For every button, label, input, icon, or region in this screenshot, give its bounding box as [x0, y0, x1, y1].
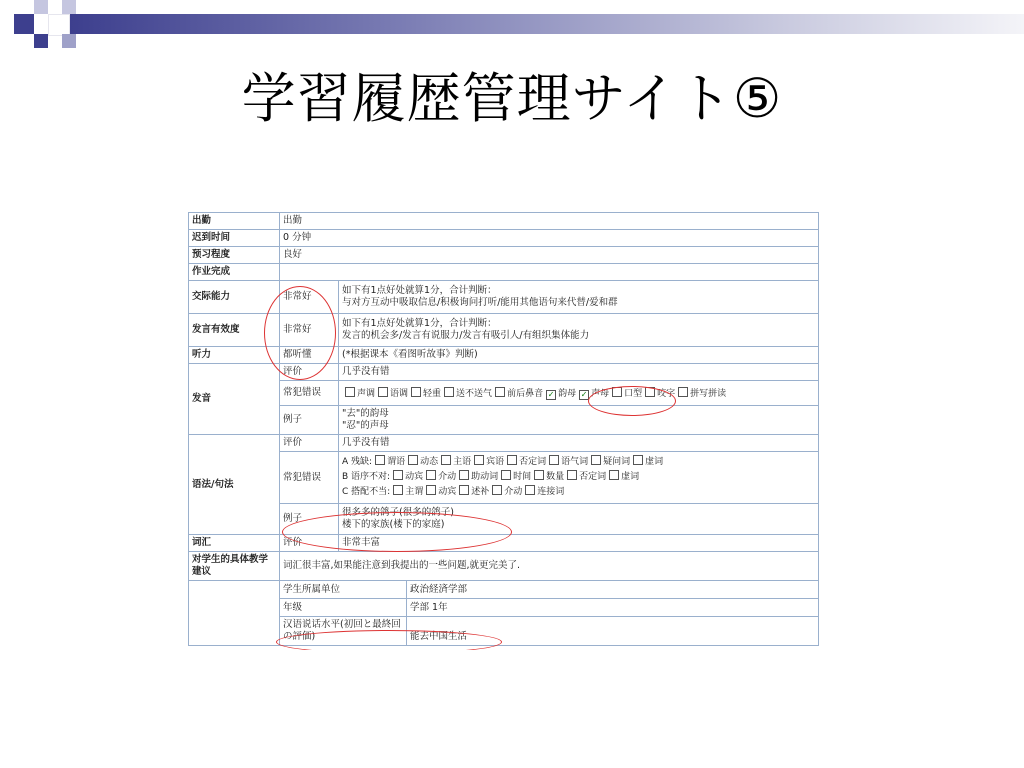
table-row [189, 230, 819, 247]
row-value: 非常好 [280, 281, 339, 314]
checkbox[interactable] [393, 485, 403, 495]
checkbox[interactable] [492, 485, 502, 495]
table-row [189, 452, 819, 504]
checkbox[interactable] [411, 387, 421, 397]
checkbox[interactable] [534, 470, 544, 480]
sub-value: 非常丰富 [339, 535, 819, 552]
checkbox-label: 数量 [546, 472, 565, 482]
checkbox-label: 动宾 [405, 472, 424, 482]
checkbox[interactable] [474, 455, 484, 465]
table-row [189, 381, 819, 406]
row-label: 预习程度 [189, 247, 280, 264]
deco-square [48, 14, 70, 36]
checkbox[interactable] [591, 455, 601, 465]
checkbox[interactable] [678, 387, 688, 397]
checkbox-label: 否定词 [579, 472, 607, 482]
checkbox[interactable] [507, 455, 517, 465]
deco-square [62, 0, 76, 14]
checkbox-label: 语调 [390, 388, 409, 399]
sub-value [339, 504, 819, 535]
table-row [189, 435, 819, 452]
checkbox-label: 时间 [513, 472, 532, 482]
table-row [189, 281, 819, 314]
row-prefix: B 语序不对: [342, 472, 391, 482]
checkbox-label: 声母 [591, 388, 610, 399]
example-line: "忍"的声母 [342, 420, 389, 431]
row-prefix: C 搭配不当: [342, 487, 391, 497]
deco-square [14, 14, 34, 34]
note-line: 发言的机会多/发言有说服力/发言有吸引人/有组织集体能力 [342, 330, 590, 341]
table-row [189, 314, 819, 347]
checkbox[interactable] [444, 387, 454, 397]
table-row [189, 617, 819, 646]
sub-label: 例子 [280, 504, 339, 535]
table-row [189, 406, 819, 435]
checkbox-label: 疑问词 [603, 457, 631, 467]
checkbox-label: 轻重 [423, 388, 442, 399]
row-label: 出勤 [189, 213, 280, 230]
sub-label: 常犯错误 [280, 452, 339, 504]
sub-value: 几乎没有错 [339, 435, 819, 452]
row-label: 发言有效度 [189, 314, 280, 347]
checkbox-label: 宾语 [486, 457, 505, 467]
row-value: 0 分钟 [280, 230, 819, 247]
row-label: 迟到时间 [189, 230, 280, 247]
header-gradient-bar [70, 14, 1024, 34]
table-row [189, 364, 819, 381]
row-note: (*根据课本《看图听故事》判断) [339, 347, 819, 364]
checkbox[interactable] [441, 455, 451, 465]
checkbox-label: 声调 [357, 388, 376, 399]
row-value: 词汇很丰富,如果能注意到我提出的一些问题,就更完美了. [280, 552, 819, 581]
checkbox[interactable] [525, 485, 535, 495]
example-line: 很多多的鸽子(很多的鸽子) [342, 507, 454, 518]
checkbox[interactable] [645, 387, 655, 397]
checkbox-label: 口型 [624, 388, 643, 399]
error-checkbox-list [339, 452, 819, 504]
checkbox-label: 韵母 [558, 388, 577, 399]
checkbox-label: 否定词 [519, 457, 547, 467]
sub-value: 能去中国生活 [407, 617, 819, 646]
sub-label: 汉语说话水平(初回と最終回の評価) [280, 617, 407, 646]
checkbox-label: 介动 [504, 487, 523, 497]
checkbox-label: 助动词 [471, 472, 499, 482]
row-label: 对学生的具体教学建议 [189, 552, 280, 581]
sub-label: 常犯错误 [280, 381, 339, 406]
slide-title: 学習履歴管理サイト⑤ [241, 67, 783, 130]
header-band [0, 0, 1024, 60]
table-row [189, 347, 819, 364]
table-row [189, 535, 819, 552]
example-line: 楼下的家族(楼下的家庭) [342, 519, 445, 530]
checkbox-label: 动宾 [438, 487, 457, 497]
checkbox-checked[interactable]: ✓ [580, 389, 588, 399]
learning-record-table [188, 212, 819, 646]
row-value [280, 264, 819, 281]
checkbox-label: 送不送气 [456, 388, 493, 399]
checkbox[interactable] [501, 470, 511, 480]
row-value: 都听懂 [280, 347, 339, 364]
sub-label: 评价 [280, 435, 339, 452]
learning-record-screenshot [188, 212, 819, 650]
row-label: 语法/句法 [189, 435, 280, 535]
checkbox[interactable] [459, 470, 469, 480]
note-line: 如下有1点好处就算1分，合计判断： [342, 318, 497, 329]
checkbox[interactable] [345, 387, 355, 397]
checkbox-row-a [342, 455, 815, 470]
error-checkbox-list [339, 381, 819, 406]
table-row [189, 552, 819, 581]
row-value: 出勤 [280, 213, 819, 230]
row-label: 听力 [189, 347, 280, 364]
sub-value: 几乎没有错 [339, 364, 819, 381]
checkbox[interactable] [549, 455, 559, 465]
sub-label: 评价 [280, 364, 339, 381]
table-row [189, 504, 819, 535]
row-label: 作业完成 [189, 264, 280, 281]
deco-square [34, 0, 48, 14]
table-row [189, 247, 819, 264]
note-line: 如下有1点好处就算1分，合计判断： [342, 285, 497, 296]
row-label [189, 581, 280, 646]
row-label: 交际能力 [189, 281, 280, 314]
checkbox-label: 前后鼻音 [507, 388, 544, 399]
checkbox[interactable] [612, 387, 622, 397]
row-value: 良好 [280, 247, 819, 264]
sub-label: 评价 [280, 535, 339, 552]
checkbox[interactable] [426, 470, 436, 480]
deco-square [34, 34, 48, 48]
checkbox-label: 拼写拼读 [690, 388, 727, 399]
checkbox-row-b [342, 470, 815, 485]
checkbox-label: 谓语 [387, 457, 406, 467]
row-label: 词汇 [189, 535, 280, 552]
checkbox[interactable] [567, 470, 577, 480]
checkbox-label: 主语 [453, 457, 472, 467]
row-value: 非常好 [280, 314, 339, 347]
sub-value [339, 406, 819, 435]
checkbox-label: 虚词 [645, 457, 664, 467]
table-row [189, 599, 819, 617]
checkbox[interactable] [378, 387, 388, 397]
table-row [189, 213, 819, 230]
sub-label: 例子 [280, 406, 339, 435]
checkbox[interactable] [495, 387, 505, 397]
checkbox[interactable] [609, 470, 619, 480]
checkbox[interactable] [633, 455, 643, 465]
checkbox-label: 述补 [471, 487, 490, 497]
checkbox-label: 连接词 [537, 487, 565, 497]
checkbox[interactable] [393, 470, 403, 480]
checkbox-row-c [342, 485, 815, 500]
checkbox[interactable] [459, 485, 469, 495]
sub-label: 年级 [280, 599, 407, 617]
example-line: "去"的韵母 [342, 408, 389, 419]
table-row [189, 581, 819, 599]
checkbox-label: 介动 [438, 472, 457, 482]
checkbox-label: 语气词 [561, 457, 589, 467]
checkbox[interactable] [375, 455, 385, 465]
row-note [339, 314, 819, 347]
checkbox-label: 动态 [420, 457, 439, 467]
checkbox-checked[interactable]: ✓ [547, 389, 555, 399]
sub-value: 学部 1年 [407, 599, 819, 617]
sub-label: 学生所属单位 [280, 581, 407, 599]
checkbox[interactable] [426, 485, 436, 495]
checkbox-label: 咬字 [657, 388, 676, 399]
checkbox[interactable] [408, 455, 418, 465]
row-note [339, 281, 819, 314]
table-row [189, 264, 819, 281]
note-line: 与对方互动中吸取信息/积极询问打听/能用其他语句来代替/爱和群 [342, 297, 618, 308]
checkbox-label: 主谓 [405, 487, 424, 497]
row-label: 发音 [189, 364, 280, 435]
deco-square [62, 34, 76, 48]
sub-value: 政治経済学部 [407, 581, 819, 599]
checkbox-label: 虚词 [621, 472, 640, 482]
row-prefix: A 残缺: [342, 457, 373, 467]
